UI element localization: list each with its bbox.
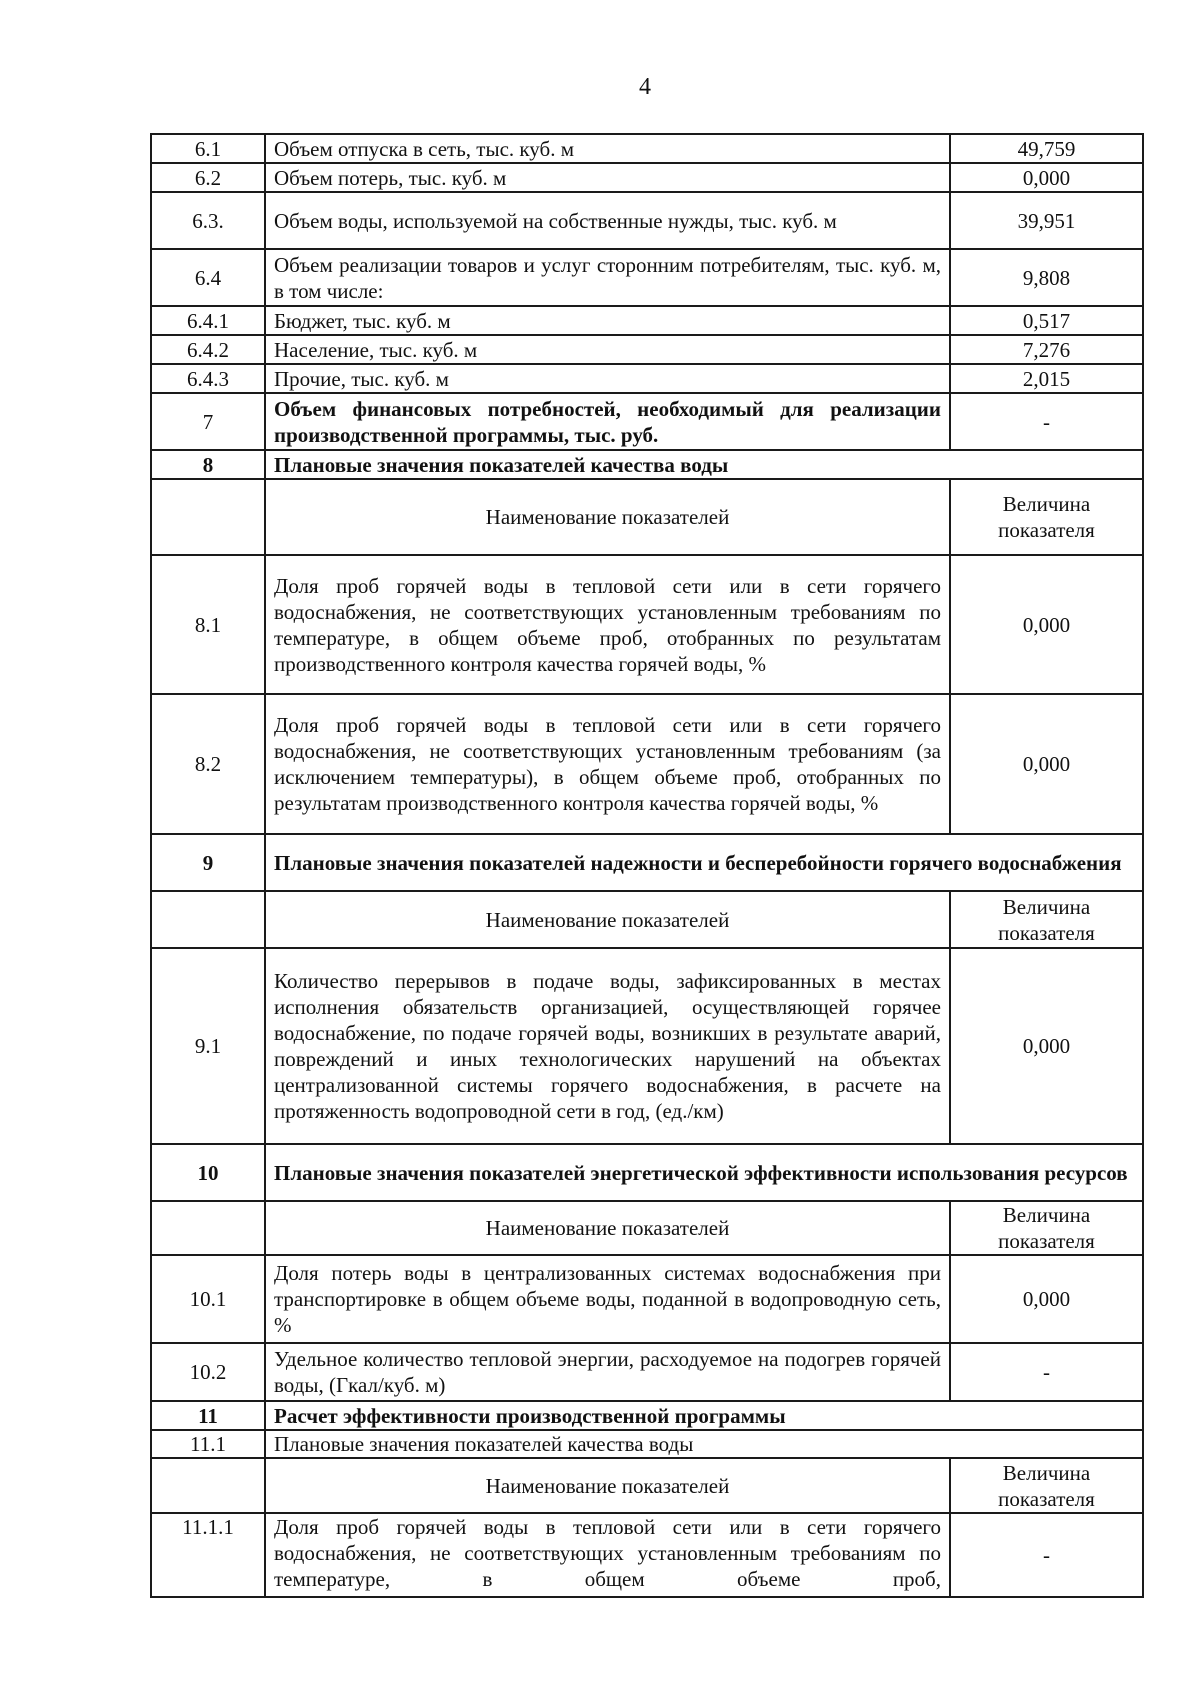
empty-cell xyxy=(151,1458,265,1513)
row-number: 6.4.3 xyxy=(151,364,265,393)
value-header: Величина показателя xyxy=(950,891,1143,948)
row-number: 8.2 xyxy=(151,694,265,834)
row-number: 6.3. xyxy=(151,192,265,249)
name-header: Наименование показателей xyxy=(265,1201,950,1255)
row-description: Объем реализации товаров и услуг сторонним потребителям, тыс. куб. м, в том числе: xyxy=(265,249,950,306)
row-value: 49,759 xyxy=(950,134,1143,163)
row-value: 0,517 xyxy=(950,306,1143,335)
empty-cell xyxy=(151,479,265,555)
value-header: Величина показателя xyxy=(950,1201,1143,1255)
section-number: 11 xyxy=(151,1401,265,1430)
header-row xyxy=(151,891,1143,948)
table-row xyxy=(151,306,1143,335)
table-row xyxy=(151,364,1143,393)
section-title: Расчет эффективности производственной программы xyxy=(265,1401,1143,1430)
value-header: Величина показателя xyxy=(950,1458,1143,1513)
row-value: 0,000 xyxy=(950,1255,1143,1343)
table-row xyxy=(151,249,1143,306)
header-row xyxy=(151,1201,1143,1255)
indicators-table xyxy=(150,133,1144,1598)
row-description: Доля проб горячей воды в тепловой сети или в сети горячего водоснабжения, не соответствующих установленным требованиям (за исключением температуры), в общем объеме проб, отобранных по результатам производственного контроля качества горячей воды, % xyxy=(265,694,950,834)
page-number: 4 xyxy=(639,74,651,100)
row-number: 8.1 xyxy=(151,555,265,694)
row-number: 6.4 xyxy=(151,249,265,306)
row-value: 0,000 xyxy=(950,555,1143,694)
row-number: 10.2 xyxy=(151,1343,265,1401)
row-description: Доля потерь воды в централизованных системах водоснабжения при транспортировке в общем объеме воды, поданной в водопроводную сеть, % xyxy=(265,1255,950,1343)
section-row xyxy=(151,834,1143,891)
table-row xyxy=(151,134,1143,163)
row-description: Бюджет, тыс. куб. м xyxy=(265,306,950,335)
row-value: - xyxy=(950,393,1143,450)
row-value: 9,808 xyxy=(950,249,1143,306)
table-row xyxy=(151,1255,1143,1343)
row-number: 7 xyxy=(151,393,265,450)
row-number: 11.1.1 xyxy=(151,1513,265,1597)
name-header: Наименование показателей xyxy=(265,1458,950,1513)
table-row xyxy=(151,555,1143,694)
row-description: Удельное количество тепловой энергии, расходуемое на подогрев горячей воды, (Гкал/куб. м) xyxy=(265,1343,950,1401)
row-description: Количество перерывов в подаче воды, зафиксированных в местах исполнения обязательств организацией, осуществляющей горячее водоснабжение, по подаче горячей воды, возникших в результате аварий, повреждений и иных технологических нарушений на объектах централизованной системы горячего водоснабжения, в расчете на протяженность водопроводной сети в год, (ед./км) xyxy=(265,948,950,1144)
subsection-title: Плановые значения показателей качества воды xyxy=(265,1430,1143,1458)
table-row xyxy=(151,1513,1143,1597)
row-number: 6.2 xyxy=(151,163,265,192)
row-value: 7,276 xyxy=(950,335,1143,364)
section-title: Плановые значения показателей энергетической эффективности использования ресурсов xyxy=(265,1144,1143,1201)
row-number: 6.4.1 xyxy=(151,306,265,335)
row-number: 6.1 xyxy=(151,134,265,163)
row-number: 11.1 xyxy=(151,1430,265,1458)
section-number: 8 xyxy=(151,450,265,479)
row-description: Объем потерь, тыс. куб. м xyxy=(265,163,950,192)
row-description: Объем воды, используемой на собственные нужды, тыс. куб. м xyxy=(265,192,950,249)
row-description: Население, тыс. куб. м xyxy=(265,335,950,364)
row-value: 2,015 xyxy=(950,364,1143,393)
row-value: - xyxy=(950,1513,1143,1597)
row-value: 0,000 xyxy=(950,948,1143,1144)
row-description: Доля проб горячей воды в тепловой сети или в сети горячего водоснабжения, не соответствующих установленным требованиям по температуре, в общем объеме проб, xyxy=(265,1513,950,1597)
header-row xyxy=(151,479,1143,555)
section-number: 9 xyxy=(151,834,265,891)
section-title: Плановые значения показателей качества воды xyxy=(265,450,1143,479)
row-description: Объем отпуска в сеть, тыс. куб. м xyxy=(265,134,950,163)
table-row xyxy=(151,1343,1143,1401)
row-number: 9.1 xyxy=(151,948,265,1144)
row-value: - xyxy=(950,1343,1143,1401)
row-number: 6.4.2 xyxy=(151,335,265,364)
section-row xyxy=(151,1401,1143,1430)
section-number: 10 xyxy=(151,1144,265,1201)
row-number: 10.1 xyxy=(151,1255,265,1343)
row-value: 39,951 xyxy=(950,192,1143,249)
value-header: Величина показателя xyxy=(950,479,1143,555)
subsection-row xyxy=(151,1430,1143,1458)
row-description: Доля проб горячей воды в тепловой сети или в сети горячего водоснабжения, не соответствующих установленным требованиям по температуре, в общем объеме проб, отобранных по результатам производственного контроля качества горячей воды, % xyxy=(265,555,950,694)
table-row xyxy=(151,163,1143,192)
table-row xyxy=(151,335,1143,364)
table-row xyxy=(151,393,1143,450)
table-row xyxy=(151,192,1143,249)
name-header: Наименование показателей xyxy=(265,891,950,948)
table-row xyxy=(151,948,1143,1144)
row-value: 0,000 xyxy=(950,163,1143,192)
row-description: Объем финансовых потребностей, необходимый для реализации производственной программы, тыс. руб. xyxy=(265,393,950,450)
empty-cell xyxy=(151,891,265,948)
row-description: Прочие, тыс. куб. м xyxy=(265,364,950,393)
section-title: Плановые значения показателей надежности и бесперебойности горячего водоснабжения xyxy=(265,834,1143,891)
name-header: Наименование показателей xyxy=(265,479,950,555)
empty-cell xyxy=(151,1201,265,1255)
row-value: 0,000 xyxy=(950,694,1143,834)
section-row xyxy=(151,450,1143,479)
header-row xyxy=(151,1458,1143,1513)
section-row xyxy=(151,1144,1143,1201)
table-row xyxy=(151,694,1143,834)
